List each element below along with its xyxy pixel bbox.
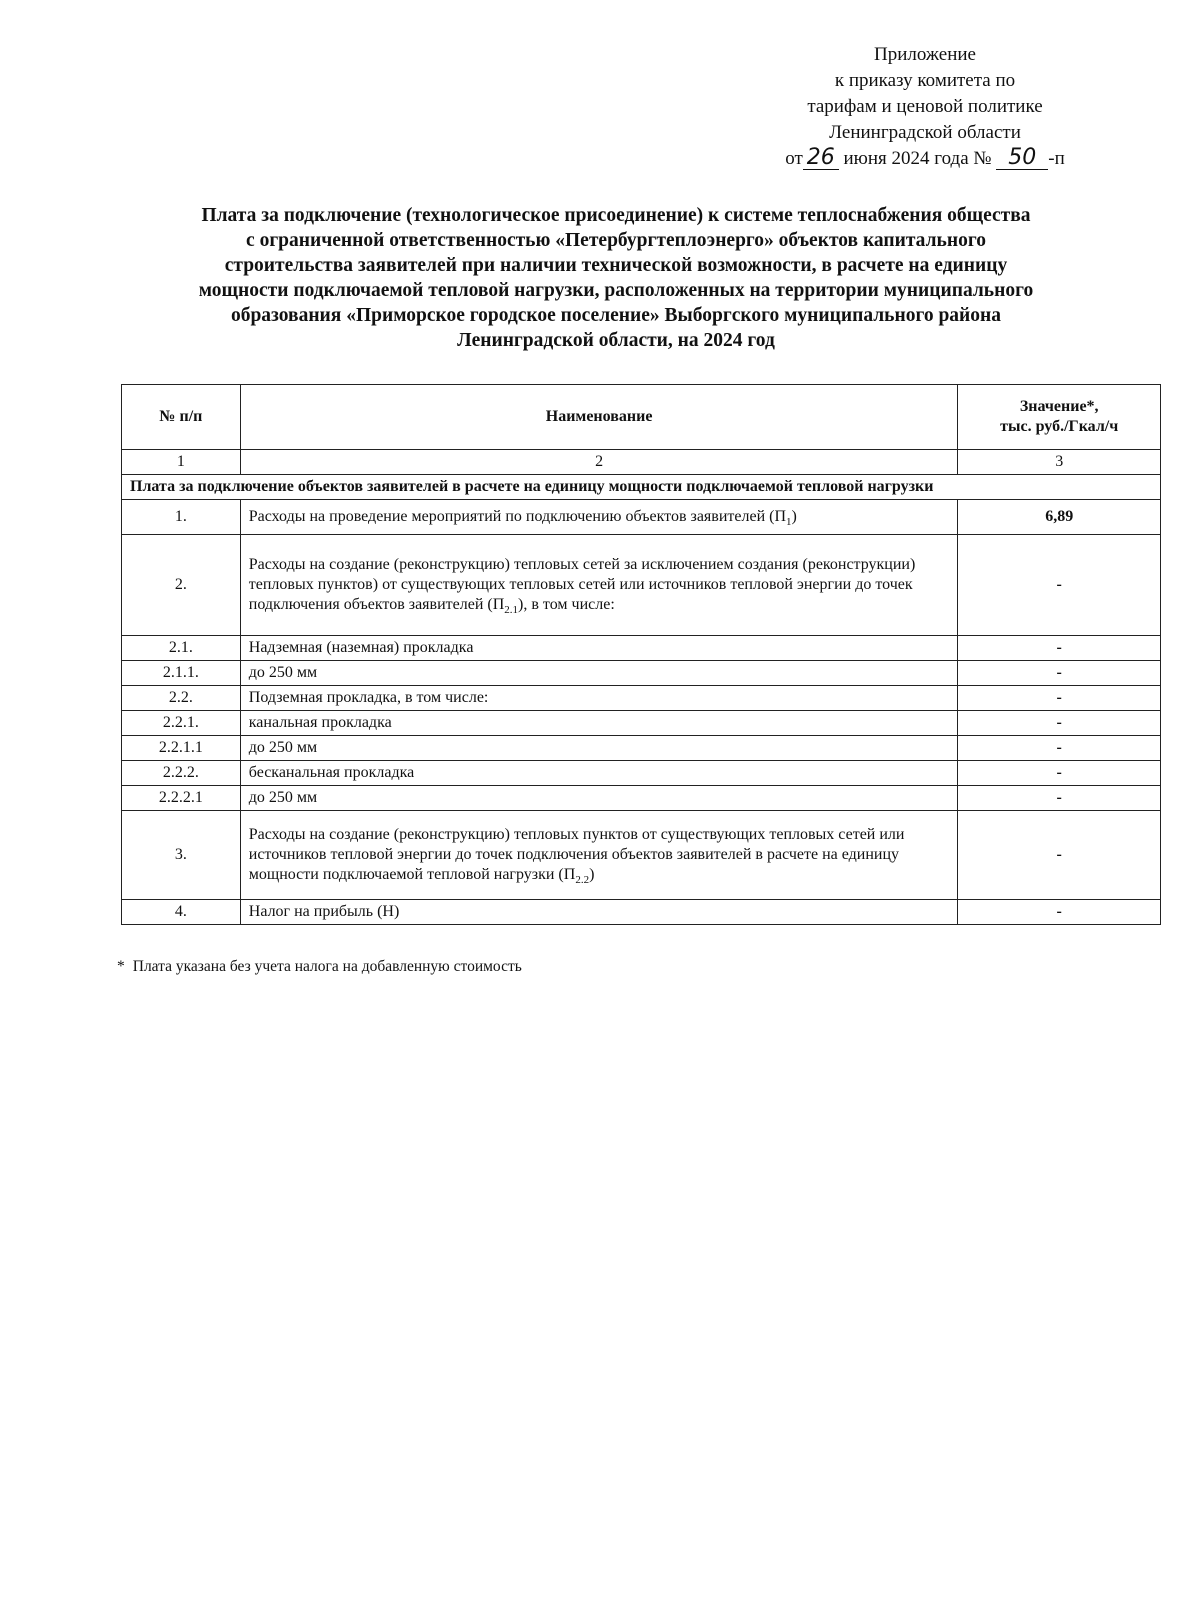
row-num: 3. <box>122 811 241 900</box>
row-num: 2.2. <box>122 686 241 711</box>
row-name: Надземная (наземная) прокладка <box>240 636 958 661</box>
row-value: - <box>958 636 1161 661</box>
table-row <box>122 786 1161 811</box>
header-name: Наименование <box>240 385 958 450</box>
table-row <box>122 535 1161 636</box>
column-index: 3 <box>958 450 1161 475</box>
row-name: до 250 мм <box>240 786 958 811</box>
row-value: - <box>958 736 1161 761</box>
row-num: 1. <box>122 500 241 535</box>
table-row <box>122 761 1161 786</box>
row-value: - <box>958 761 1161 786</box>
table-header-row <box>122 385 1161 450</box>
header-value-line1: Значение*, <box>1019 398 1099 415</box>
header-value <box>958 385 1161 450</box>
row-value: - <box>958 711 1161 736</box>
row-num: 2.2.1. <box>122 711 241 736</box>
appendix-line: тарифам и ценовой политике <box>807 96 1043 117</box>
row-name: Подземная прокладка, в том числе: <box>240 686 958 711</box>
table-row <box>122 636 1161 661</box>
title-line: строительства заявителей при наличии технической возможности, в расчете на единицу <box>224 255 1008 276</box>
row-num: 2.1.1. <box>122 661 241 686</box>
row-num: 2. <box>122 535 241 636</box>
table-row <box>122 900 1161 925</box>
order-date-line <box>760 146 1090 172</box>
handwritten-order-number: 50 <box>996 147 1048 170</box>
row-value: - <box>958 686 1161 711</box>
table-row <box>122 686 1161 711</box>
row-name: до 250 мм <box>240 661 958 686</box>
date-prefix: от <box>785 148 803 169</box>
row-name: Расходы на создание (реконструкцию) тепловых пунктов от существующих тепловых сетей или источников тепловой энергии до точек подключения объектов заявителей в расчете на единицу мощности подключаемой тепловой нагрузки $(П_{2.2})$ <box>240 811 958 900</box>
row-num: 2.2.1.1 <box>122 736 241 761</box>
row-num: 2.2.2.1 <box>122 786 241 811</box>
row-name: Расходы на создание (реконструкцию) тепловых сетей за исключением создания (реконструкции) тепловых пунктов) от существующих тепловых сетей или источников тепловой энергии до точек подключения объектов заявителей $(П_{2.1})$, в том числе: <box>240 535 958 636</box>
appendix-line: Ленинградской области <box>829 122 1021 143</box>
row-num: 2.1. <box>122 636 241 661</box>
table-row <box>122 811 1161 900</box>
handwritten-day: 26 <box>803 147 839 170</box>
footnote-marker: * <box>117 958 125 975</box>
row-value: - <box>958 900 1161 925</box>
footnote <box>117 958 522 976</box>
row-value: - <box>958 811 1161 900</box>
appendix-header <box>760 42 1090 172</box>
title-line: мощности подключаемой тепловой нагрузки, расположенных на территории муниципального <box>198 280 1034 301</box>
column-index: 2 <box>240 450 958 475</box>
footnote-text: Плата указана без учета налога на добавленную стоимость <box>132 958 522 975</box>
title-line: Плата за подключение (технологическое присоединение) к системе теплоснабжения общества <box>201 205 1031 226</box>
row-name: канальная прокладка <box>240 711 958 736</box>
appendix-line: Приложение <box>874 44 976 65</box>
row-value: 6,89 <box>958 500 1161 535</box>
table-row <box>122 711 1161 736</box>
row-value: - <box>958 661 1161 686</box>
row-value: - <box>958 786 1161 811</box>
title-line: образования «Приморское городское поселение» Выборгского муниципального района <box>230 305 1002 326</box>
order-suffix: -п <box>1048 148 1065 169</box>
header-value-line2: тыс. руб./Гкал/ч <box>1000 418 1119 435</box>
date-middle: июня 2024 года № <box>843 148 992 169</box>
column-index: 1 <box>122 450 241 475</box>
header-num: № п/п <box>122 385 241 450</box>
tariff-table <box>121 384 1161 925</box>
section-row <box>122 475 1161 500</box>
row-name: Налог на прибыль (Н) <box>240 900 958 925</box>
section-title: Плата за подключение объектов заявителей в расчете на единицу мощности подключаемой тепловой нагрузки <box>122 475 1161 500</box>
table-row <box>122 661 1161 686</box>
row-num: 2.2.2. <box>122 761 241 786</box>
row-value: - <box>958 535 1161 636</box>
appendix-line: к приказу комитета по <box>834 70 1016 91</box>
row-name: бесканальная прокладка <box>240 761 958 786</box>
title-line: с ограниченной ответственностью «Петербургтеплоэнерго» объектов капитального <box>246 230 986 251</box>
row-name: до 250 мм <box>240 736 958 761</box>
row-num: 4. <box>122 900 241 925</box>
row-name: Расходы на проведение мероприятий по подключению объектов заявителей $(П_1)$ <box>240 500 958 535</box>
table-row <box>122 736 1161 761</box>
table-row <box>122 500 1161 535</box>
column-index-row <box>122 450 1161 475</box>
document-title <box>96 203 1136 353</box>
title-line: Ленинградской области, на 2024 год <box>457 330 775 351</box>
